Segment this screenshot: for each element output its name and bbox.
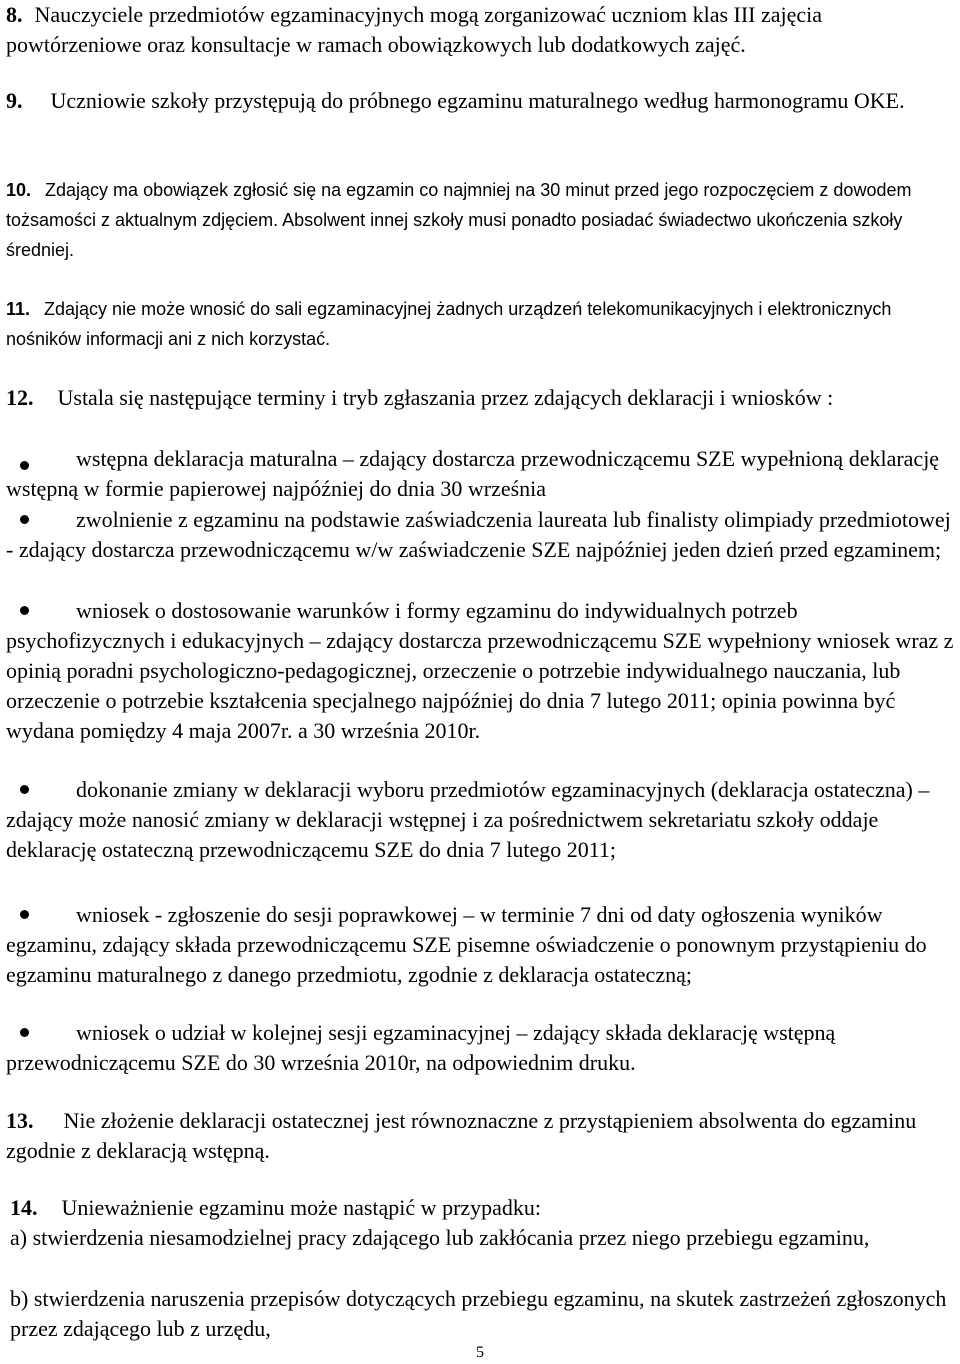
bullet-item: dokonanie zmiany w deklaracji wyboru przedmiotów egzaminacyjnych (deklaracja ostateczna) – zdający może nanosić zmiany w deklaracji wstępnej i za pośrednictwem sekretariatu szkoły oddaje deklarację ostateczną przewodniczącemu SZE do dnia 7 lutego 2011; <box>6 777 930 862</box>
bullet-item: wniosek o udział w kolejnej sesji egzaminacyjnej – zdający składa deklarację wstępną przewodniczącemu SZE do 30 września 2010r, na odpowiednim druku. <box>6 1020 836 1075</box>
bullet-item: wstępna deklaracja maturalna – zdający dostarcza przewodniczącemu SZE wypełnioną deklarację wstępną w formie papierowej najpóźniej do dnia 30 września <box>6 446 940 501</box>
paragraph-13 <box>6 1106 960 1166</box>
paragraph-14-point-a: a) stwierdzenia niesamodzielnej pracy zdającego lub zakłócania przez niego przebiegu egzaminu, <box>10 1225 870 1250</box>
paragraph-number: 11. <box>6 299 31 319</box>
paragraph-8 <box>6 0 960 60</box>
paragraph-10 <box>6 175 960 265</box>
paragraph-text: Zdający ma obowiązek zgłosić się na egzamin co najmniej na 30 minut przed jego rozpoczęciem z dowodem tożsamości z aktualnym zdjęciem. Absolwent innej szkoły musi ponadto posiadać świadectwo ukończenia szkoły średniej. <box>6 180 912 260</box>
paragraph-number: 12. <box>6 385 34 410</box>
bullet-item: wniosek o dostosowanie warunków i formy egzaminu do indywidualnych potrzeb psychofizycznych i edukacyjnych – zdający dostarcza przewodniczącemu SZE wypełniony wniosek wraz z opinią poradni psychologiczno-pedagogicznej, orzeczenie o potrzebie indywidualnego nauczania, lub orzeczenie o potrzebie kształcenia specjalnego najpóźniej do dnia 7 lutego 2011; opinia powinna być wydana pomiędzy 4 maja 2007r. a 30 września 2010r. <box>6 598 954 743</box>
paragraph-number: 8. <box>6 2 23 27</box>
paragraph-text: Nie złożenie deklaracji ostatecznej jest równoznaczne z przystąpieniem absolwenta do egzaminu zgodnie z deklaracją wstępną. <box>6 1108 917 1163</box>
paragraph-14 <box>10 1193 960 1223</box>
page-number: 5 <box>476 1344 484 1361</box>
paragraph-text: Nauczyciele przedmiotów egzaminacyjnych mogą zorganizować uczniom klas III zajęcia powtórzeniowe oraz konsultacje w ramach obowiązkowych lub dodatkowych zajęć. <box>6 2 823 57</box>
bullet-item: zwolnienie z egzaminu na podstawie zaświadczenia laureata lub finalisty olimpiady przedmiotowej - zdający dostarcza przewodniczącemu w/w zaświadczenie SZE najpóźniej jeden dzień przed egzaminem; <box>6 507 951 562</box>
paragraph-number: 9. <box>6 88 23 113</box>
paragraph-number: 10. <box>6 180 32 200</box>
paragraph-14-point-b: b) stwierdzenia naruszenia przepisów dotyczących przebiegu egzaminu, na skutek zastrzeżeń zgłoszonych przez zdającego lub z urzędu, <box>10 1286 947 1341</box>
paragraph-9 <box>6 86 960 116</box>
paragraph-text: Uczniowie szkoły przystępują do próbnego egzaminu maturalnego według harmonogramu OKE. <box>50 88 905 113</box>
paragraph-text: Zdający nie może wnosić do sali egzaminacyjnej żadnych urządzeń telekomunikacyjnych i elektronicznych nośników informacji ani z nich korzystać. <box>6 299 892 349</box>
paragraph-text: Ustala się następujące terminy i tryb zgłaszania przez zdających deklaracji i wniosków : <box>57 385 834 410</box>
paragraph-number: 14. <box>10 1195 38 1220</box>
paragraph-number: 13. <box>6 1108 34 1133</box>
paragraph-text: Unieważnienie egzaminu może nastąpić w przypadku: <box>61 1195 542 1220</box>
bullet-item: wniosek - zgłoszenie do sesji poprawkowej – w terminie 7 dni od daty ogłoszenia wyników egzaminu, zdający składa przewodniczącemu SZE pisemne oświadczenie o ponownym przystąpieniu do egzaminu maturalnego z danego przedmiotu, zgodnie z deklaracja ostateczną; <box>6 902 927 987</box>
paragraph-11 <box>6 294 960 354</box>
paragraph-12 <box>6 383 960 413</box>
